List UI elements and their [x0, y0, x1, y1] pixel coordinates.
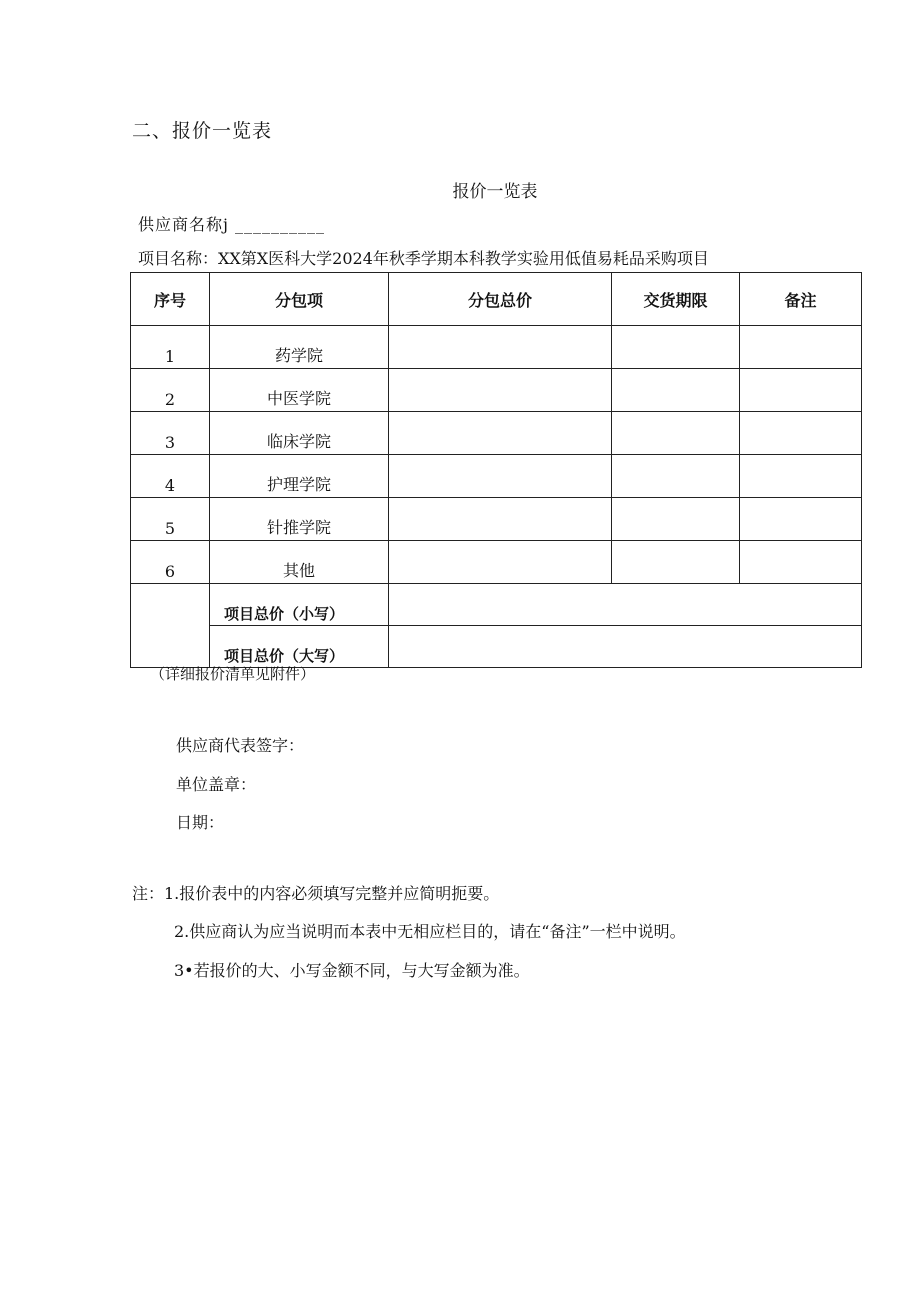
header-package-item: 分包项	[210, 273, 389, 326]
total-blank-cell	[131, 584, 210, 668]
table-row	[131, 412, 862, 455]
note-line-1: 注：1.报价表中的内容必须填写完整并应简明扼要。	[132, 884, 500, 903]
package-price-cell[interactable]	[389, 412, 612, 455]
package-item-cell: 药学院	[210, 326, 389, 369]
header-serial-number: 序号	[131, 273, 210, 326]
delivery-period-cell[interactable]	[612, 369, 740, 412]
remarks-cell[interactable]	[740, 498, 862, 541]
total-big-value-cell[interactable]	[389, 626, 862, 668]
table-row	[131, 455, 862, 498]
row-number-cell: 4	[131, 455, 210, 498]
delivery-period-cell[interactable]	[612, 498, 740, 541]
row-number-cell: 3	[131, 412, 210, 455]
header-package-total-price: 分包总价	[389, 273, 612, 326]
row-number-cell: 1	[131, 326, 210, 369]
row-number-cell: 6	[131, 541, 210, 584]
attachment-footnote: （详细报价清单见附件）	[150, 665, 316, 683]
total-big-row	[131, 626, 862, 668]
remarks-cell[interactable]	[740, 412, 862, 455]
total-big-label: 项目总价（大写）	[210, 626, 389, 668]
remarks-cell[interactable]	[740, 455, 862, 498]
note-line-2: 2.供应商认为应当说明而本表中无相应栏目的，请在“备注”一栏中说明。	[174, 922, 686, 941]
table-row	[131, 369, 862, 412]
table-row	[131, 541, 862, 584]
delivery-period-cell[interactable]	[612, 412, 740, 455]
delivery-period-cell[interactable]	[612, 541, 740, 584]
date-label: 日期：	[176, 813, 225, 832]
total-small-value-cell[interactable]	[389, 584, 862, 626]
company-seal-label: 单位盖章：	[176, 775, 257, 794]
package-price-cell[interactable]	[389, 326, 612, 369]
package-item-cell: 其他	[210, 541, 389, 584]
package-item-cell: 临床学院	[210, 412, 389, 455]
total-small-row	[131, 584, 862, 626]
package-price-cell[interactable]	[389, 455, 612, 498]
project-name-line: 项目名称：XX第X医科大学2024年秋季学期本科教学实验用低值易耗品采购项目	[138, 249, 709, 268]
table-row	[131, 326, 862, 369]
representative-signature-label: 供应商代表签字：	[176, 736, 305, 755]
delivery-period-cell[interactable]	[612, 326, 740, 369]
supplier-name-line: 供应商名称j __________	[138, 215, 326, 234]
package-price-cell[interactable]	[389, 369, 612, 412]
document-title: 报价一览表	[452, 182, 538, 202]
remarks-cell[interactable]	[740, 541, 862, 584]
package-item-cell: 中医学院	[210, 369, 389, 412]
package-item-cell: 护理学院	[210, 455, 389, 498]
package-item-cell: 针推学院	[210, 498, 389, 541]
remarks-cell[interactable]	[740, 326, 862, 369]
total-small-label: 项目总价（小写）	[210, 584, 389, 626]
row-number-cell: 2	[131, 369, 210, 412]
package-price-cell[interactable]	[389, 541, 612, 584]
delivery-period-cell[interactable]	[612, 455, 740, 498]
note-line-3: 3•若报价的大、小写金额不同，与大写金额为准。	[174, 961, 530, 980]
table-row	[131, 498, 862, 541]
section-heading: 二、报价一览表	[132, 120, 273, 142]
package-price-cell[interactable]	[389, 498, 612, 541]
row-number-cell: 5	[131, 498, 210, 541]
quote-summary-table	[130, 272, 862, 668]
header-delivery-period: 交货期限	[612, 273, 740, 326]
header-remarks: 备注	[740, 273, 862, 326]
table-header-row	[131, 273, 862, 326]
remarks-cell[interactable]	[740, 369, 862, 412]
